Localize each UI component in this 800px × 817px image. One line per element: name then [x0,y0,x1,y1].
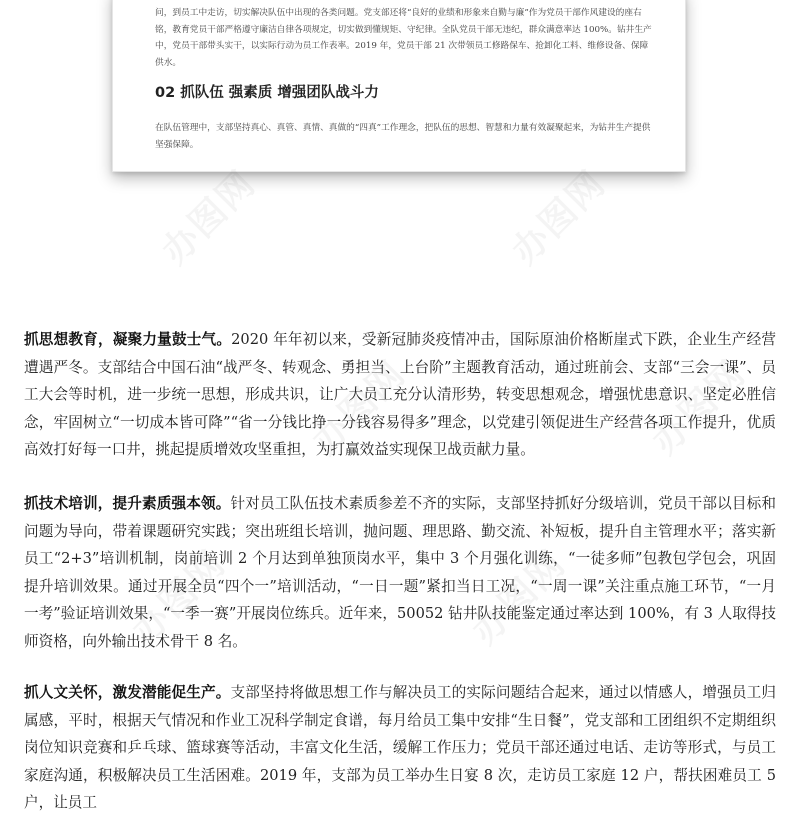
section-paragraph [24,326,776,464]
card-section-heading: 02 抓队伍 强素质 增强团队战斗力 [155,85,379,101]
section-lead: 抓思想教育，凝聚力量鼓士气。 [24,331,232,348]
section-paragraph [24,679,776,817]
watermark [499,157,616,274]
section-text: 针对员工队伍技术素质参差不齐的实际，支部坚持抓好分级培训，党员干部以目标和问题为导向，带着课题研究实践；突出班组长培训，抛问题、理思路、勤交流、补短板，提升自主管理水平；落实新员工“2+3”培训机制，岗前培训 2 个月达到单独顶岗水平，集中 3 个月强化训练，“一徒多师”包教包学包会，巩固提升培训效果。通过开展全员“四个一”培训活动，“一日一题”紧扣当日工况，“一周一课”关注重点施工环节，“一月一考”验证培训效果，“一季一赛”开展岗位练兵。近年来，50052 钻井队技能鉴定通过率达到 100%，有 3 人取得技师资格，向外输出技术骨干 8 名。 [24,495,776,650]
card-paragraph-top: 问，到员工中走访，切实解决队伍中出现的各类问题。党支部还将“良好的业绩和形象来自勤与廉”作为党员干部作风建设的座右铭，教育党员干部严格遵守廉洁自律各项规定，切实做到懂规矩、守纪律。全队党员干部无违纪，群众满意率达 100%。钻井生产中，党员干部带头实干，以实际行动为员工作表率。2019 年，党员干部 21 次带领员工修路保车、抢卸化工料、维修设备、保障供水。 [155,8,652,68]
watermark [149,157,266,274]
section-lead: 抓技术培训，提升素质强本领。 [24,495,231,512]
section-paragraph [24,490,776,655]
card-paragraph-bottom: 在队伍管理中，支部坚持真心、真管、真情、真做的“四真”工作理念，把队伍的思想、智慧和力量有效凝聚起来，为钻井生产提供坚强保障。 [155,123,651,150]
section-text: 2020 年年初以来，受新冠肺炎疫情冲击，国际原油价格断崖式下跌，企业生产经营遭遇严冬。支部结合中国石油“战严冬、转观念、勇担当、上台阶”主题教育活动，通过班前会、支部“三会一课”、员工大会等时机，进一步统一思想，形成共识，让广大员工充分认清形势，转变思想观念，增强忧患意识、坚定必胜信念，牢固树立“一切成本皆可降”“省一分钱比挣一分钱容易得多”理念，以党建引领促进生产经营各项工作提升，优质高效打好每一口井，挑起提质增效攻坚重担，为打赢效益实现保卫战贡献力量。 [24,331,776,458]
section-text: 支部坚持将做思想工作与解决员工的实际问题结合起来，通过以情感人，增强员工归属感，平时，根据天气情况和作业工况科学制定食谱，每月给员工集中安排“生日餐”，党支部和工团组织不定期组织岗位知识竞赛和乒乓球、篮球赛等活动，丰富文化生活，缓解工作压力；党员干部还通过电话、走访等形式，与员工家庭沟通，积极解决员工生活困难。2019 年，支部为员工举办生日宴 8 次，走访员工家庭 12 户，帮扶困难员工 5 户，让员工 [24,684,776,811]
section-lead: 抓人文关怀，激发潜能促生产。 [24,684,231,701]
framed-excerpt-card [112,0,686,172]
